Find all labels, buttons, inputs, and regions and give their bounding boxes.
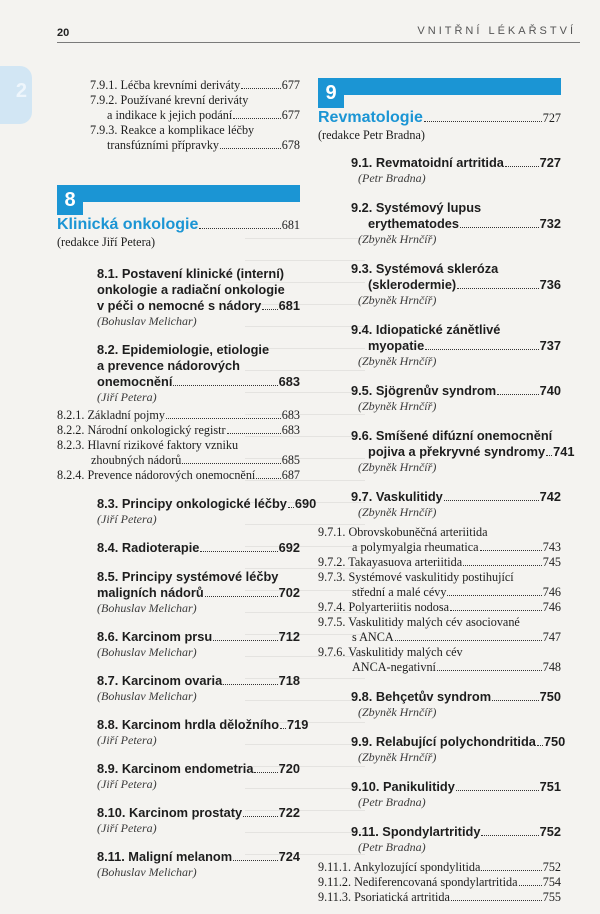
dot-leader [220, 148, 281, 149]
entry-text: onemocnění [97, 374, 173, 389]
page-ref: 724 [278, 849, 300, 864]
spacer [318, 369, 561, 383]
entry-line [318, 779, 561, 795]
entry-line [318, 570, 561, 585]
entry-text: 9.7.2. Takayasuova arteriitida [318, 555, 463, 569]
side-tab-digit: 2 [15, 80, 27, 102]
entry-text: 7.9.2. Používané krevní deriváty [90, 93, 249, 107]
toc-section[interactable] [318, 200, 561, 247]
entry-line [318, 200, 561, 216]
entry-text: 8.2. Epidemiologie, etiologie [97, 342, 270, 357]
entry-text: 8.5. Principy systémové léčby [97, 569, 279, 584]
spacer [57, 616, 300, 629]
spacer [57, 792, 300, 805]
entry-text: 8.2.1. Základní pojmy [57, 408, 165, 422]
entry-line [318, 261, 561, 277]
toc-section[interactable] [318, 155, 561, 186]
dot-leader [447, 595, 541, 596]
dot-leader [223, 684, 277, 685]
entry-line [318, 875, 561, 890]
page-ref: 702 [278, 585, 300, 600]
dot-leader [166, 418, 281, 419]
page-ref: 754 [542, 875, 561, 889]
page-ref: 681 [278, 298, 300, 313]
dot-leader [288, 507, 294, 508]
dot-leader [233, 860, 278, 861]
page-ref: 740 [539, 383, 561, 398]
chapter-number-band [318, 78, 561, 108]
toc-subsection[interactable] [57, 93, 300, 123]
entry-text: 8.10. Karcinom prostaty [97, 805, 243, 820]
entry-line [57, 266, 300, 282]
entry-text: 9.8. Behçetův syndrom [351, 689, 492, 704]
page-ref: 752 [539, 824, 561, 839]
running-title: VNITŘNÍ LÉKAŘSTVÍ [417, 25, 576, 37]
toc-subsection[interactable] [57, 123, 300, 153]
page-ref: 687 [281, 468, 300, 482]
toc-subsection[interactable] [318, 875, 561, 890]
page-ref: 690 [294, 496, 317, 511]
entry-text: a prevence nádorových [97, 358, 240, 373]
dot-leader [457, 288, 538, 289]
entry-line [318, 428, 561, 444]
page-ref: 743 [542, 540, 561, 554]
entry-line [57, 138, 300, 153]
dot-leader [213, 640, 277, 641]
page-ref: 683 [281, 408, 300, 422]
page-ref: 747 [542, 630, 561, 644]
toc-section[interactable] [57, 540, 300, 556]
entry-text: 9.7.4. Polyarteriitis nodosa [318, 600, 450, 614]
author-name: (Jiří Petera) [97, 733, 157, 747]
entry-text: 8.8. Karcinom hrdla děložního [97, 717, 280, 732]
page-ref: 750 [543, 734, 566, 749]
entry-text: 9.2. Systémový lupus [351, 200, 482, 215]
spacer [57, 153, 300, 185]
entry-text: 9.3. Systémová skleróza [351, 261, 499, 276]
toc-subsection[interactable] [318, 860, 561, 875]
page-ref: 742 [539, 489, 561, 504]
author-name: (Zbyněk Hrnčíř) [358, 505, 437, 519]
entry-line [318, 216, 561, 232]
author-name: (Bohuslav Melichar) [97, 645, 197, 659]
author-name: (Zbyněk Hrnčíř) [358, 705, 437, 719]
entry-line [318, 734, 566, 750]
entry-text: myopatie [368, 338, 425, 353]
page-ref: 736 [539, 277, 561, 292]
entry-line [57, 496, 317, 512]
spacer [57, 836, 300, 849]
entry-line [318, 444, 575, 460]
dot-leader [463, 565, 542, 566]
chapter-title[interactable] [318, 108, 561, 128]
toc-subsection[interactable] [318, 645, 561, 675]
dot-leader [505, 166, 539, 167]
toc-section[interactable] [57, 761, 300, 792]
page-ref: 677 [281, 108, 300, 122]
entry-text: zhoubných nádorů [91, 453, 182, 467]
toc-section[interactable] [57, 266, 300, 329]
entry-text: 9.6. Smíšené difúzní onemocnění [351, 428, 553, 443]
entry-text: 9.11.2. Nediferencovaná spondylartritida [318, 875, 518, 889]
header-rule [57, 42, 580, 43]
chapter-editor: (redakce Petr Bradna) [318, 128, 425, 142]
author-name: (Bohuslav Melichar) [97, 689, 197, 703]
entry-text: a indikace k jejich podání [107, 108, 233, 122]
entry-text: 8.2.3. Hlavní rizikové faktory vzniku [57, 438, 239, 452]
toc-section[interactable] [318, 383, 561, 414]
spacer [57, 329, 300, 342]
spacer [57, 527, 300, 540]
page-ref: 748 [542, 660, 561, 674]
toc-section[interactable] [57, 342, 300, 405]
entry-line [318, 585, 561, 600]
dot-leader [262, 309, 277, 310]
author-name: (Zbyněk Hrnčíř) [358, 354, 437, 368]
author-name: (Petr Bradna) [358, 795, 426, 809]
toc-section[interactable] [318, 734, 566, 765]
dot-leader [444, 500, 539, 501]
author-name: (Jiří Petera) [97, 821, 157, 835]
dot-leader [199, 228, 280, 229]
toc-section[interactable] [57, 805, 300, 836]
dot-leader [492, 700, 539, 701]
toc-section[interactable] [318, 261, 561, 308]
dot-leader [395, 640, 542, 641]
entry-line [318, 824, 561, 840]
entry-line [57, 805, 300, 821]
toc-section[interactable] [318, 689, 561, 720]
dot-leader [256, 478, 280, 479]
entry-line [57, 408, 300, 423]
toc-subsection[interactable] [318, 890, 561, 905]
dot-leader [227, 433, 281, 434]
entry-line [57, 585, 300, 601]
spacer [57, 748, 300, 761]
entry-line [57, 78, 300, 93]
toc-section[interactable] [57, 569, 300, 616]
toc-subsection[interactable] [318, 525, 561, 555]
page-ref: 727 [539, 155, 561, 170]
entry-line [57, 358, 300, 374]
toc-right-column [318, 78, 575, 905]
page-ref: 712 [278, 629, 300, 644]
entry-line [57, 438, 300, 453]
page-ref: 746 [542, 600, 561, 614]
entry-text: střední a malé cévy [352, 585, 447, 599]
author-name: (Zbyněk Hrnčíř) [358, 232, 437, 246]
toc-subsection[interactable] [57, 78, 300, 93]
author-name: (Zbyněk Hrnčíř) [358, 750, 437, 764]
entry-text: 9.7.6. Vaskulitidy malých cév [318, 645, 463, 659]
author-name: (Bohuslav Melichar) [97, 314, 197, 328]
toc-section[interactable] [318, 322, 561, 369]
page-ref: 745 [542, 555, 561, 569]
toc-subsection[interactable] [318, 555, 561, 570]
dot-leader [233, 118, 281, 119]
page-ref: 727 [542, 111, 561, 125]
page-ref: 678 [281, 138, 300, 152]
page-ref: 720 [278, 761, 300, 776]
dot-leader [537, 745, 543, 746]
entry-line [57, 298, 300, 314]
chapter-title[interactable] [57, 215, 300, 235]
chapter-side-tab [0, 66, 32, 124]
toc-section[interactable] [318, 824, 561, 855]
toc-section[interactable] [57, 629, 300, 660]
entry-line [318, 600, 561, 615]
entry-line [318, 860, 561, 875]
dot-leader [456, 790, 539, 791]
entry-line [318, 689, 561, 705]
dot-leader [460, 227, 539, 228]
spacer [318, 308, 561, 322]
entry-text: 9.1. Revmatoidní artritida [351, 155, 504, 170]
page-ref: 722 [278, 805, 300, 820]
spacer [318, 720, 561, 734]
entry-line [318, 540, 561, 555]
author-name: (Jiří Petera) [97, 512, 157, 526]
entry-text: onkologie a radiační onkologie [97, 282, 285, 297]
author-name: (Bohuslav Melichar) [97, 865, 197, 879]
entry-line [57, 93, 300, 108]
spacer [57, 556, 300, 569]
page-ref: 737 [539, 338, 561, 353]
entry-text: (sklerodermie) [368, 277, 457, 292]
page-ref: 683 [278, 374, 300, 389]
entry-line [57, 468, 300, 483]
entry-text: s ANCA [352, 630, 394, 644]
entry-text: 9.5. Sjögrenův syndrom [351, 383, 497, 398]
dot-leader [451, 900, 542, 901]
dot-leader [437, 670, 542, 671]
entry-text: 8.3. Principy onkologické léčby [97, 496, 287, 511]
toc-section[interactable] [318, 489, 561, 520]
entry-line [318, 489, 561, 505]
entry-line [57, 849, 300, 865]
spacer [318, 675, 561, 689]
page-header [0, 0, 600, 48]
entry-text: 8.4. Radioterapie [97, 540, 200, 555]
entry-line [318, 338, 561, 354]
entry-line [318, 615, 561, 630]
toc-subsection[interactable] [318, 600, 561, 615]
dot-leader [254, 772, 277, 773]
toc-subsection[interactable] [57, 408, 300, 423]
dot-leader [182, 463, 280, 464]
entry-line [57, 374, 300, 390]
entry-text: 8.1. Postavení klinické (interní) [97, 266, 285, 281]
dot-leader [243, 816, 278, 817]
chapter-title-text: Klinická onkologie [57, 216, 199, 233]
dot-leader [480, 550, 542, 551]
entry-text: v péči o nemocné s nádory [97, 298, 262, 313]
chapter-number-band [57, 185, 300, 215]
chapter-band-bar [344, 78, 561, 95]
entry-line [318, 383, 561, 399]
author-name: (Zbyněk Hrnčíř) [358, 399, 437, 413]
entry-text: 9.9. Relabující polychondritida [351, 734, 536, 749]
author-name: (Zbyněk Hrnčíř) [358, 293, 437, 307]
page-ref: 719 [287, 717, 309, 732]
entry-line [318, 645, 561, 660]
entry-text: 9.10. Panikulitidy [351, 779, 455, 794]
toc-subsection[interactable] [57, 438, 300, 468]
chapter-editor: (redakce Jiří Petera) [57, 235, 156, 249]
dot-leader [546, 455, 552, 456]
toc-section[interactable] [57, 849, 300, 880]
entry-text: 8.2.4. Prevence nádorových onemocnění [57, 468, 256, 482]
entry-line [318, 890, 561, 905]
entry-line [57, 342, 300, 358]
spacer [57, 704, 300, 717]
page-ref: 683 [281, 423, 300, 437]
spacer [57, 250, 300, 266]
entry-line [57, 108, 300, 123]
entry-text: 9.11. Spondylartritidy [351, 824, 481, 839]
entry-line [57, 761, 300, 777]
page-ref: 718 [278, 673, 300, 688]
entry-line [318, 555, 561, 570]
author-name: (Bohuslav Melichar) [97, 601, 197, 615]
spacer [318, 247, 561, 261]
page-ref: 677 [281, 78, 300, 92]
author-name: (Zbyněk Hrnčíř) [358, 460, 437, 474]
toc-left-column [57, 78, 317, 880]
entry-text: 8.9. Karcinom endometria [97, 761, 254, 776]
dot-leader [481, 870, 541, 871]
dot-leader [173, 385, 277, 386]
entry-text: 7.9.1. Léčba krevními deriváty [90, 78, 241, 92]
chapter-band-bar [83, 185, 300, 202]
page-ref: 732 [539, 216, 561, 231]
dot-leader [425, 349, 538, 350]
toc-subsection[interactable] [57, 423, 300, 438]
entry-line [57, 629, 300, 645]
entry-text: ANCA-negativní [352, 660, 436, 674]
spacer [318, 475, 561, 489]
entry-text: 9.7.5. Vaskulitidy malých cév asociované [318, 615, 520, 629]
entry-line [57, 423, 300, 438]
page-number: 20 [57, 27, 70, 39]
page-ref: 751 [539, 779, 561, 794]
toc-section[interactable] [318, 428, 575, 475]
page-ref: 741 [553, 444, 575, 459]
entry-text: 9.7. Vaskulitidy [351, 489, 443, 504]
entry-line [318, 630, 561, 645]
entry-line [318, 277, 561, 293]
entry-text: 7.9.3. Reakce a komplikace léčby [90, 123, 255, 137]
spacer [318, 143, 561, 155]
entry-text: transfúzními přípravky [107, 138, 220, 152]
spacer [318, 765, 561, 779]
spacer [318, 186, 561, 200]
entry-text: 9.11.1. Ankylozující spondylitida [318, 860, 481, 874]
page-ref: 752 [542, 860, 561, 874]
entry-line [318, 660, 561, 675]
entry-line [57, 453, 300, 468]
page-ref: 685 [281, 453, 300, 467]
spacer [57, 483, 300, 496]
page-ref: 681 [281, 218, 300, 232]
entry-line [57, 569, 300, 585]
entry-line [57, 123, 300, 138]
entry-text: a polymyalgia rheumatica [352, 540, 479, 554]
entry-text: maligních nádorů [97, 585, 204, 600]
entry-text: 9.7.1. Obrovskobuněčná arteriitida [318, 525, 488, 539]
dot-leader [519, 885, 542, 886]
dot-leader [200, 551, 277, 552]
entry-text: 8.6. Karcinom prsu [97, 629, 213, 644]
page-ref: 750 [539, 689, 561, 704]
entry-line [318, 155, 561, 171]
dot-leader [241, 88, 280, 89]
author-name: (Jiří Petera) [97, 390, 157, 404]
entry-text: 9.4. Idiopatické zánětlivé [351, 322, 501, 337]
spacer [318, 414, 561, 428]
page-ref: 692 [278, 540, 300, 555]
entry-text: 9.7.3. Systémové vaskulitidy postihující [318, 570, 514, 584]
dot-leader [424, 121, 542, 122]
chapter-number: 9 [318, 78, 344, 108]
toc-section[interactable] [57, 673, 300, 704]
entry-text: 9.11.3. Psoriatická artritida [318, 890, 450, 904]
entry-line [57, 540, 300, 556]
toc-subsection[interactable] [318, 615, 561, 645]
chapter-number: 8 [57, 185, 83, 215]
entry-line [318, 322, 561, 338]
dot-leader [450, 610, 542, 611]
entry-text: 8.11. Maligní melanom [97, 849, 233, 864]
spacer [57, 660, 300, 673]
page-ref: 755 [542, 890, 561, 904]
dot-leader [280, 728, 286, 729]
entry-text: 8.7. Karcinom ovaria [97, 673, 223, 688]
author-name: (Petr Bradna) [358, 171, 426, 185]
entry-text: 8.2.2. Národní onkologický registr [57, 423, 226, 437]
dot-leader [205, 596, 278, 597]
chapter-title-text: Revmatologie [318, 109, 423, 126]
entry-line [57, 673, 300, 689]
entry-text: erythematodes [368, 216, 460, 231]
page-ref: 746 [542, 585, 561, 599]
entry-line [57, 282, 300, 298]
toc-section[interactable] [57, 717, 309, 748]
author-name: (Jiří Petera) [97, 777, 157, 791]
toc-section[interactable] [57, 496, 317, 527]
entry-line [57, 717, 309, 733]
toc-section[interactable] [318, 779, 561, 810]
toc-subsection[interactable] [318, 570, 561, 600]
entry-text: pojiva a překryvné syndromy [368, 444, 546, 459]
entry-line [318, 525, 561, 540]
spacer [318, 810, 561, 824]
dot-leader [481, 835, 538, 836]
dot-leader [497, 394, 539, 395]
author-name: (Petr Bradna) [358, 840, 426, 854]
toc-subsection[interactable] [57, 468, 300, 483]
